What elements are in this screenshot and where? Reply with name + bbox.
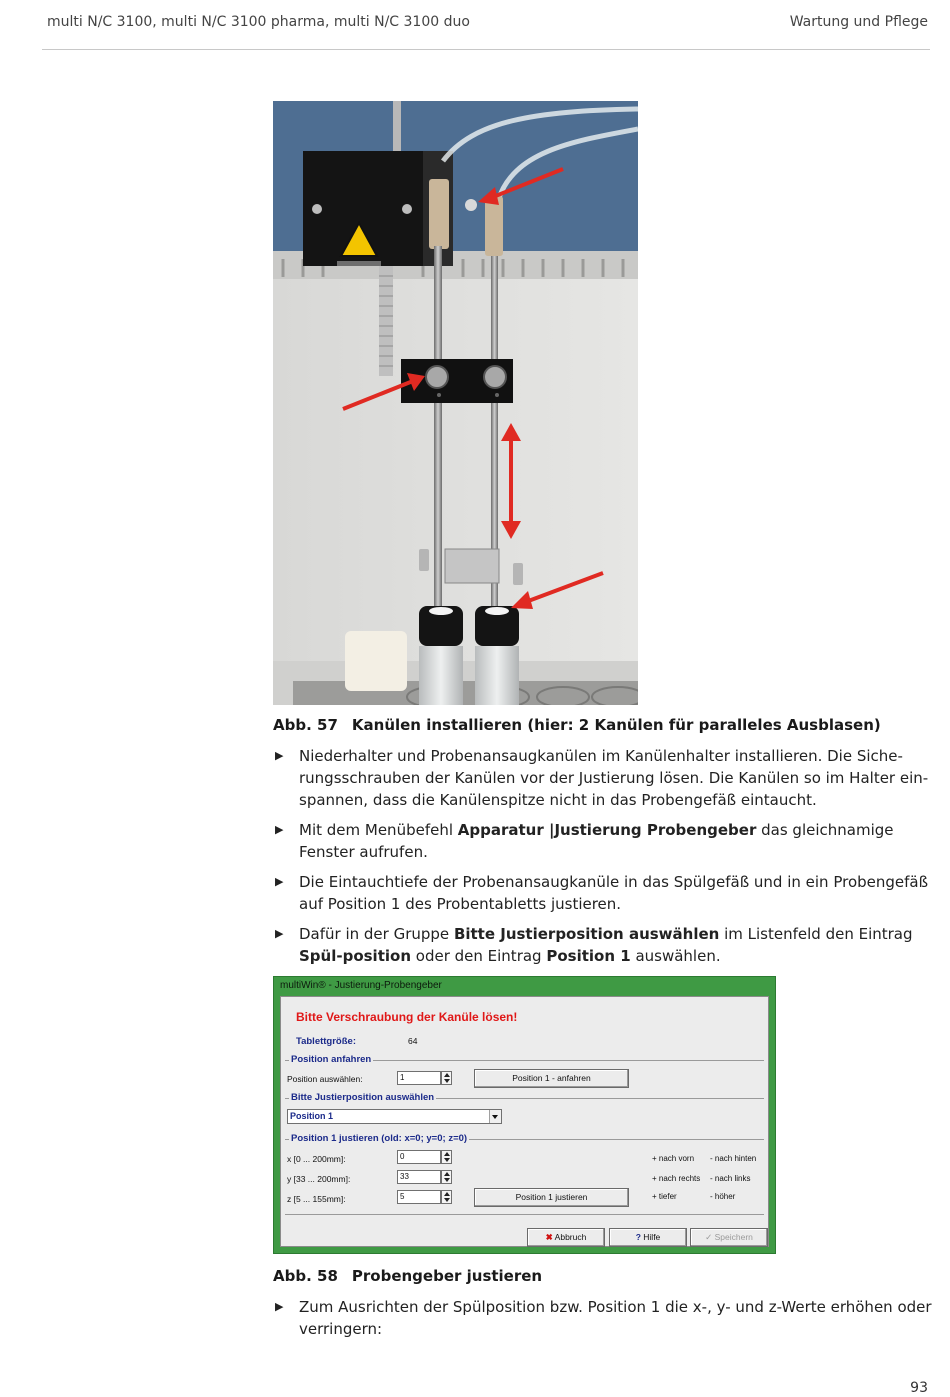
tray-size-value: 64 bbox=[408, 1036, 418, 1046]
hint-higher: - höher bbox=[710, 1192, 736, 1201]
figure-57-title: Kanülen installieren (hier: 2 Kanülen für paralleles Ausblasen) bbox=[351, 716, 881, 734]
dialog-title: multiWin® - Justierung-Probengeber bbox=[280, 980, 442, 991]
cancel-button[interactable] bbox=[527, 1228, 605, 1247]
y-spinner[interactable] bbox=[441, 1170, 452, 1184]
list-item-text: Mit dem Menübefehl bbox=[299, 821, 458, 839]
bullet-triangle-icon: ▶ bbox=[275, 749, 284, 762]
position-input[interactable]: 1 bbox=[397, 1071, 441, 1085]
list-item-text: das gleichnamige Fenster aufrufen. bbox=[299, 821, 894, 861]
list-item-text: Niederhalter und Probenansaugkanülen im Kanülenhalter installieren. Die Siche-rungsschrauben der Kanülen vor der Justierung lösen. Die Kanülen so im Halter ein-spannen, dass die Kanülenspitze nicht in das Probengefäß eintaucht. bbox=[299, 747, 929, 809]
z-input[interactable]: 5 bbox=[397, 1190, 441, 1204]
header-divider bbox=[42, 49, 930, 50]
save-button[interactable] bbox=[690, 1228, 768, 1247]
x-spinner[interactable] bbox=[441, 1150, 452, 1164]
dialog-body bbox=[280, 996, 769, 1247]
list-item bbox=[273, 1296, 933, 1340]
group-select-position-label: Bitte Justierposition auswählen bbox=[291, 1092, 435, 1103]
z-spinner[interactable] bbox=[441, 1190, 452, 1204]
list-item-text: Die Eintauchtiefe der Probenansaugkanüle in das Spülgefäß und in ein Probengefäß auf Position 1 des Probentabletts justieren. bbox=[299, 873, 929, 913]
save-button-label: Speichern bbox=[714, 1232, 753, 1242]
figure-58-caption bbox=[273, 1267, 542, 1285]
help-icon: ? bbox=[635, 1232, 641, 1242]
bullet-triangle-icon: ▶ bbox=[275, 927, 284, 940]
header-document-title: multi N/C 3100, multi N/C 3100 pharma, multi N/C 3100 duo bbox=[47, 14, 470, 30]
y-input[interactable]: 33 bbox=[397, 1170, 441, 1184]
tray-size-label: Tablettgröße: bbox=[296, 1036, 356, 1047]
group-name: Bitte Justierposition auswählen bbox=[453, 925, 720, 943]
adjust-position-dropdown-value: Position 1 bbox=[290, 1111, 334, 1121]
list-item-text: auswählen. bbox=[630, 947, 721, 965]
group-approach-label: Position anfahren bbox=[291, 1054, 372, 1065]
dialog-window bbox=[273, 976, 776, 1254]
list-item bbox=[273, 745, 933, 811]
help-button-label: Hilfe bbox=[643, 1232, 661, 1242]
adjust-position-button[interactable]: Position 1 justieren bbox=[474, 1188, 629, 1207]
approach-position-button[interactable]: Position 1 - anfahren bbox=[474, 1069, 629, 1088]
close-icon: ✖ bbox=[545, 1232, 553, 1242]
entry-name: Spül-position bbox=[299, 947, 411, 965]
bullet-triangle-icon: ▶ bbox=[275, 823, 284, 836]
position-spinner[interactable] bbox=[441, 1071, 452, 1085]
header-chapter-title: Wartung und Pflege bbox=[789, 14, 928, 30]
figure-58-title: Probengeber justieren bbox=[351, 1267, 543, 1285]
list-item bbox=[273, 923, 933, 967]
y-range-label: y [33 ... 200mm]: bbox=[287, 1174, 351, 1184]
page-number: 93 bbox=[910, 1380, 928, 1396]
z-range-label: z [5 ... 155mm]: bbox=[287, 1194, 346, 1204]
x-input[interactable]: 0 bbox=[397, 1150, 441, 1164]
cancel-button-label: Abbruch bbox=[554, 1232, 587, 1242]
hint-right: + nach rechts bbox=[652, 1174, 701, 1183]
chevron-down-icon[interactable] bbox=[489, 1110, 501, 1123]
bullet-triangle-icon: ▶ bbox=[275, 875, 284, 888]
entry-name: Position 1 bbox=[546, 947, 631, 965]
hint-deeper: + tiefer bbox=[652, 1192, 677, 1201]
select-position-label: Position auswählen: bbox=[287, 1074, 363, 1084]
x-range-label: x [0 ... 200mm]: bbox=[287, 1154, 346, 1164]
menu-command: Apparatur |Justierung Probengeber bbox=[457, 821, 757, 839]
list-item-text: Zum Ausrichten der Spülposition bzw. Position 1 die x-, y- und z-Werte erhöhen oder verringern: bbox=[299, 1298, 932, 1338]
checkmark-icon: ✓ bbox=[705, 1232, 713, 1242]
figure-57-number: Abb. 57 bbox=[273, 716, 338, 734]
help-button[interactable] bbox=[609, 1228, 687, 1247]
list-item-text: Dafür in der Gruppe bbox=[299, 925, 454, 943]
list-item bbox=[273, 819, 933, 863]
figure-57-caption bbox=[273, 716, 881, 734]
warning-message: Bitte Verschraubung der Kanüle lösen! bbox=[296, 1010, 518, 1024]
list-item bbox=[273, 871, 933, 915]
adjust-position-dropdown[interactable] bbox=[287, 1109, 502, 1124]
instruction-list-b bbox=[273, 1296, 933, 1348]
group-adjust-label: Position 1 justieren (old: x=0; y=0; z=0) bbox=[291, 1133, 468, 1144]
list-item-text: im Listenfeld den Eintrag bbox=[719, 925, 913, 943]
bullet-triangle-icon: ▶ bbox=[275, 1300, 284, 1313]
figure-58-number: Abb. 58 bbox=[273, 1267, 338, 1285]
list-item-text: oder den Eintrag bbox=[411, 947, 547, 965]
hint-left: - nach links bbox=[710, 1174, 751, 1183]
hint-front: + nach vorn bbox=[652, 1154, 695, 1163]
hint-back: - nach hinten bbox=[710, 1154, 757, 1163]
instruction-list-a bbox=[273, 745, 933, 975]
figure-57-photo bbox=[273, 101, 638, 705]
